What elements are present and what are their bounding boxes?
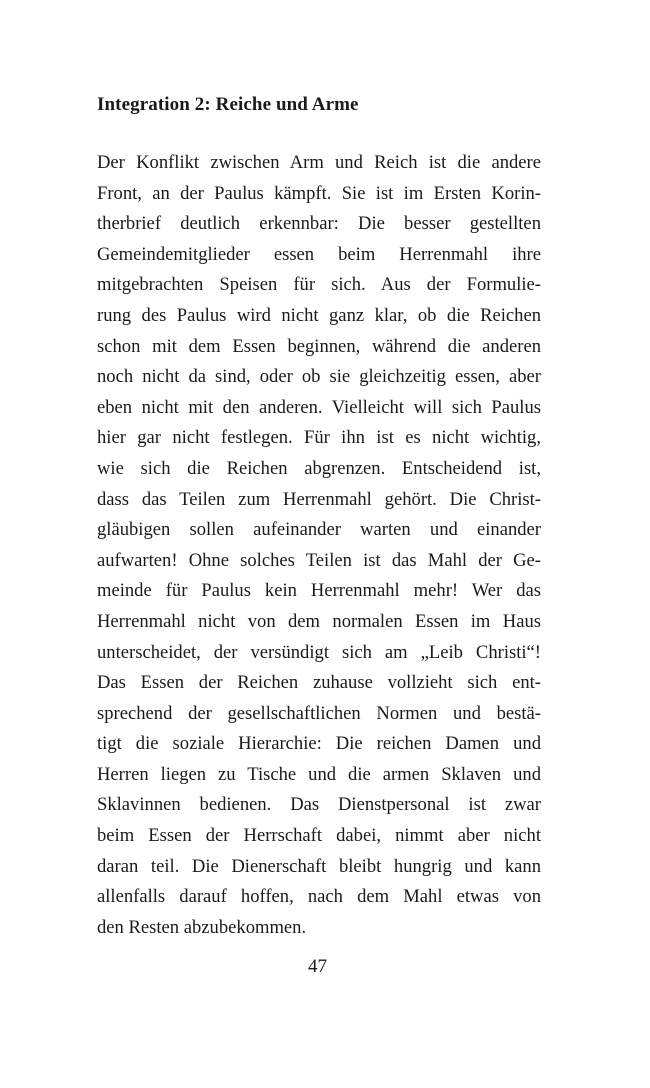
paragraph-line: allenfalls darauf hoffen, nach dem Mahl etwas von	[97, 886, 541, 908]
paragraph-line: Front, an der Paulus kämpft. Sie ist im Ersten Korin-	[97, 182, 541, 204]
paragraph-line: Das Essen der Reichen zuhause vollzieht sich ent-	[97, 672, 541, 694]
paragraph-line: sprechend der gesellschaftlichen Normen und bestä-	[97, 702, 541, 724]
paragraph-line: tigt die soziale Hierarchie: Die reichen Damen und	[97, 733, 541, 755]
paragraph-line: Sklavinnen bedienen. Das Dienstpersonal ist zwar	[97, 794, 541, 816]
paragraph-line: beim Essen der Herrschaft dabei, nimmt aber nicht	[97, 825, 541, 847]
paragraph-line: therbrief deutlich erkennbar: Die besser gestellten	[97, 213, 541, 235]
paragraph-line: meinde für Paulus kein Herrenmahl mehr! Wer das	[97, 580, 541, 602]
paragraph-line: dass das Teilen zum Herrenmahl gehört. Die Christ-	[97, 488, 541, 510]
paragraph-line: gläubigen sollen aufeinander warten und einander	[97, 519, 541, 541]
paragraph-line: unterscheidet, der versündigt sich am „Leib Christi“!	[97, 641, 541, 663]
paragraph-line: aufwarten! Ohne solches Teilen ist das Mahl der Ge-	[97, 549, 541, 571]
paragraph-line: daran teil. Die Dienerschaft bleibt hungrig und kann	[97, 855, 541, 877]
body-paragraph	[97, 148, 541, 943]
paragraph-line: den Resten abzubekommen.	[97, 916, 307, 938]
page-number: 47	[308, 956, 327, 977]
section-heading: Integration 2: Reiche und Arme	[97, 94, 359, 115]
paragraph-line: mitgebrachten Speisen für sich. Aus der Formulie-	[97, 274, 541, 296]
paragraph-line: noch nicht da sind, oder ob sie gleichzeitig essen, aber	[97, 366, 541, 388]
paragraph-line: schon mit dem Essen beginnen, während die anderen	[97, 335, 541, 357]
paragraph-line: wie sich die Reichen abgrenzen. Entscheidend ist,	[97, 457, 541, 479]
paragraph-line: Der Konflikt zwischen Arm und Reich ist die andere	[97, 152, 541, 173]
paragraph-line: rung des Paulus wird nicht ganz klar, ob die Reichen	[97, 304, 541, 326]
paragraph-line: Herren liegen zu Tische und die armen Sklaven und	[97, 763, 541, 785]
paragraph-line: Gemeindemitglieder essen beim Herrenmahl ihre	[97, 243, 541, 265]
paragraph-line: Herrenmahl nicht von dem normalen Essen im Haus	[97, 610, 541, 632]
paragraph-line: hier gar nicht festlegen. Für ihn ist es nicht wichtig,	[97, 427, 541, 449]
paragraph-line: eben nicht mit den anderen. Vielleicht will sich Paulus	[97, 396, 541, 418]
